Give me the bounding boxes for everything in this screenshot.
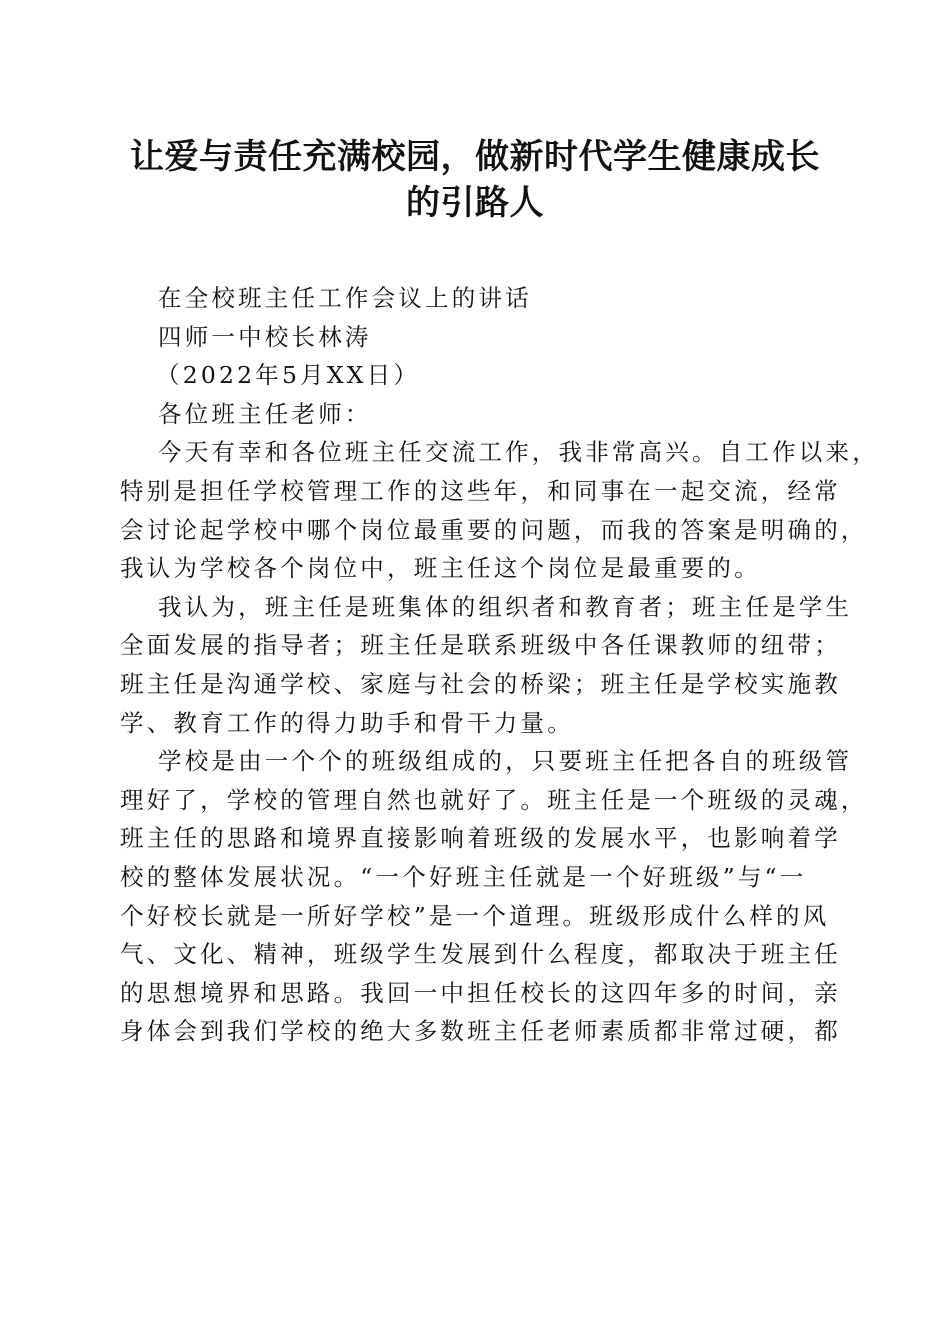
paragraph-line: 理好了，学校的管理自然也就好了。班主任是一个班级的灵魂， [120, 785, 868, 814]
paragraph-line: 身体会到我们学校的绝大多数班主任老师素质都非常过硬，都 [120, 1017, 841, 1046]
paragraph-line: 我认为，班主任是班集体的组织者和教育者；班主任是学生 [158, 592, 853, 621]
paragraph-line: 校的整体发展状况。“一个好班主任就是一个好班级”与“一 [120, 862, 807, 891]
document-title [100, 134, 850, 226]
paragraph-line: 我认为学校各个岗位中，班主任这个岗位是最重要的。 [120, 554, 761, 583]
document-body [120, 279, 879, 1051]
paragraph-line: 会讨论起学校中哪个岗位最重要的问题，而我的答案是明确的， [120, 515, 868, 544]
speaker-name: 四师一中校长林涛 [158, 322, 372, 351]
speech-date: （2022年5月XX日） [156, 361, 421, 390]
paragraph-line: 今天有幸和各位班主任交流工作，我非常高兴。自工作以来， [158, 438, 879, 467]
speech-occasion: 在全校班主任工作会议上的讲话 [158, 284, 532, 312]
paragraph-line: 的思想境界和思路。我回一中担任校长的这四年多的时间，亲 [120, 978, 841, 1007]
paragraph-line: 气、文化、精神，班级学生发展到什么程度，都取决于班主任 [120, 940, 841, 969]
paragraph-2 [120, 588, 853, 742]
paragraph-line: 班主任的思路和境界直接影响着班级的发展水平，也影响着学 [120, 824, 841, 853]
paragraph-line: 特别是担任学校管理工作的这些年，和同事在一起交流，经常 [120, 476, 841, 505]
title-line-1: 让爱与责任充满校园，做新时代学生健康成长 [130, 137, 820, 177]
paragraph-line: 全面发展的指导者；班主任是联系班级中各任课教师的纽带； [120, 631, 841, 660]
paragraph-line: 学校是由一个个的班级组成的，只要班主任把各自的班级管 [158, 747, 853, 776]
title-line-2: 的引路人 [406, 183, 544, 223]
paragraph-line: 个好校长就是一所好学校”是一个道理。班级形成什么样的风 [120, 901, 830, 930]
paragraph-1 [120, 433, 879, 587]
paragraph-3 [120, 742, 868, 1051]
paragraph-line: 班主任是沟通学校、家庭与社会的桥梁；班主任是学校实施教 [120, 669, 841, 698]
salutation: 各位班主任老师： [158, 399, 372, 428]
paragraph-line: 学、教育工作的得力助手和骨干力量。 [120, 708, 574, 737]
